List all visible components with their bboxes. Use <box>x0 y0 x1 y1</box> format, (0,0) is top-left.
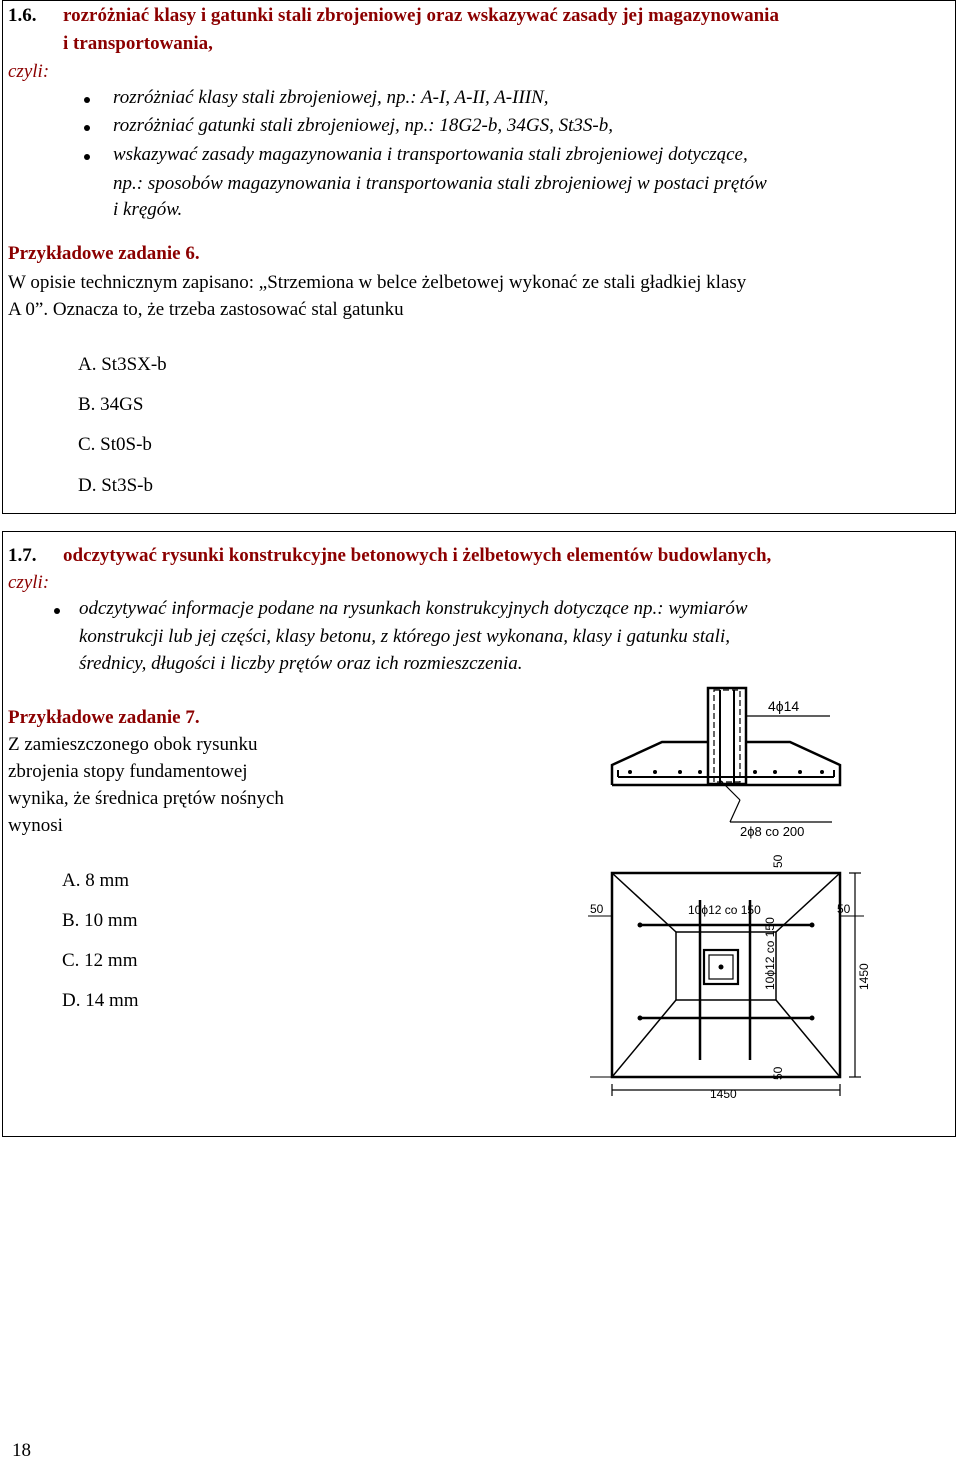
bullet-item: odczytywać informacje podane na rysunkach konstrukcyjnych dotyczące np.: wymiarów <box>79 598 748 619</box>
bullet-item: rozróżniać gatunki stali zbrojeniowej, np.: 18G2-b, 34GS, St3S-b, <box>113 115 613 136</box>
rebar-label: 10ϕ12 co 150 <box>763 917 777 990</box>
bullet-dot <box>54 608 60 614</box>
czyli-label: czyli: <box>8 572 50 593</box>
foundation-reinforcement-drawing <box>590 686 950 1108</box>
section-heading: odczytywać rysunki konstrukcyjne betonowych i żelbetowych elementów budowlanych, <box>63 545 772 566</box>
czyli-label: czyli: <box>8 61 50 82</box>
answer-option: B. 10 mm <box>62 910 138 931</box>
dimension-label: 50 <box>771 1066 785 1080</box>
task-text: wynosi <box>8 815 63 836</box>
section-number: 1.7. <box>8 545 37 566</box>
task-title: Przykładowe zadanie 7. <box>8 707 200 728</box>
dimension-label: 50 <box>771 854 785 868</box>
task-text: W opisie technicznym zapisano: „Strzemiona w belce żelbetowej wykonać ze stali gładkiej klasy <box>8 272 747 293</box>
answer-option: C. St0S-b <box>78 434 152 455</box>
section-heading-cont: i transportowania, <box>63 33 213 54</box>
bullet-item: rozróżniać klasy stali zbrojeniowej, np.: A-I, A-II, A-IIIN, <box>113 87 549 108</box>
answer-option: D. St3S-b <box>78 475 153 496</box>
dimension-label: 1450 <box>710 1087 737 1101</box>
task-text: Z zamieszczonego obok rysunku <box>8 734 258 755</box>
rebar-label: 10ϕ12 co 150 <box>688 903 761 917</box>
dimension-label: 1450 <box>857 963 871 990</box>
answer-option: A. 8 mm <box>62 870 130 891</box>
answer-option: D. 14 mm <box>62 990 139 1011</box>
bullet-item-cont: średnicy, długości i liczby prętów oraz ich rozmieszczenia. <box>79 653 523 674</box>
bullet-item-cont: np.: sposobów magazynowania i transportowania stali zbrojeniowej w postaci prętów <box>113 173 767 194</box>
answer-option: B. 34GS <box>78 394 144 415</box>
section-heading: rozróżniać klasy i gatunki stali zbrojeniowej oraz wskazywać zasady jej magazynowania <box>63 5 779 26</box>
elevation-view <box>612 688 840 822</box>
bullet-dot <box>84 154 90 160</box>
answer-option: A. St3SX-b <box>78 354 167 375</box>
section-number: 1.6. <box>8 5 37 26</box>
task-text: zbrojenia stopy fundamentowej <box>8 761 248 782</box>
task-text-cont: A 0”. Oznacza to, że trzeba zastosować stal gatunku <box>8 299 404 320</box>
dimension-label: 50 <box>837 902 851 916</box>
bullet-item-cont: i kręgów. <box>113 199 183 220</box>
bullet-dot <box>84 97 90 103</box>
bullet-item-cont: konstrukcji lub jej części, klasy betonu, z którego jest wykonana, klasy i gatunku stali, <box>79 626 730 647</box>
bullet-item: wskazywać zasady magazynowania i transportowania stali zbrojeniowej dotyczące, <box>113 144 748 165</box>
answer-option: C. 12 mm <box>62 950 138 971</box>
dimension-label: 50 <box>590 902 604 916</box>
page-number: 18 <box>12 1440 31 1461</box>
drawing-label: 2ϕ8 co 200 <box>740 824 805 839</box>
task-text: wynika, że średnica prętów nośnych <box>8 788 284 809</box>
drawing-label: 4ϕ14 <box>768 698 800 714</box>
bullet-dot <box>84 125 90 131</box>
plan-rebar-dots <box>638 923 815 1021</box>
task-title: Przykładowe zadanie 6. <box>8 243 200 264</box>
